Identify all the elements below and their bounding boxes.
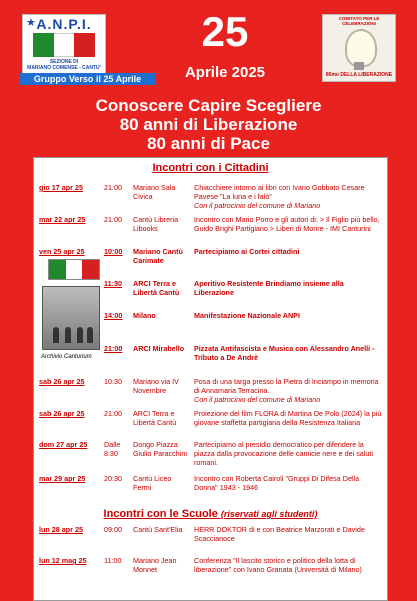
- anpi-logo: [22, 14, 106, 74]
- committee-top-text: COMITATO PER LE CELEBRAZIONI: [338, 16, 380, 26]
- photo-caption: Archivio Canturium: [41, 354, 92, 360]
- event-date: lun 12 mag 25: [39, 556, 87, 565]
- event-description-text: Chiacchiere intorno ai libri con Ivano Gobbato Cesare Pavese "La luna e i falò": [194, 183, 365, 201]
- headline-line-2: 80 anni di Liberazione: [119, 115, 298, 134]
- event-day: 25: [201, 8, 249, 55]
- event-time: 11:00: [104, 556, 122, 565]
- event-time: 14:00: [104, 311, 123, 320]
- event-note: Con il patrocinio del comune di Mariano: [194, 395, 321, 404]
- event-description: Conferenza "Il lascito storico e politico della lotta di liberazione" con Ivano Granata (Università di Milano): [194, 556, 362, 574]
- event-place: ARCI Mirabello: [133, 344, 185, 353]
- event-place: Milano: [133, 311, 156, 320]
- event-description: Incontro con Roberta Cairoli "Gruppi Di Difesa Della Donna" 1943 - 1946: [194, 474, 360, 492]
- event-place: Mariano via IV Novembre: [133, 377, 179, 395]
- event-date: mar 22 apr 25: [39, 215, 86, 224]
- star-icon: ★: [26, 17, 36, 29]
- event-description: Pizzata Antifascista e Musica con Alessandro Anelli - Tributo a De Andrè: [194, 344, 375, 362]
- event-description: Manifestazione Nazionale ANPI: [194, 311, 300, 320]
- event-time: 10:00: [104, 247, 123, 256]
- event-date: gio 17 apr 25: [39, 183, 83, 192]
- headline-line-3: 80 anni di Pace: [147, 134, 270, 153]
- event-description: Partecipiamo al presidio democratico per difendere la piazza dalla provocazione delle camicie nere e dei saluti romani.: [194, 440, 373, 467]
- event-date: sab 26 apr 25: [39, 409, 85, 418]
- event-date: sab 26 apr 25: [39, 377, 85, 386]
- event-note: Con il patrocinio del comune di Mariano: [194, 201, 321, 210]
- event-date: lun 28 apr 25: [39, 525, 83, 534]
- logo-flag: [33, 33, 95, 57]
- event-description: [194, 183, 382, 210]
- event-description: Proiezione del film FLORA di Martina De Polo (2024) la più giovane staffetta partigiana della Resistenza Italiana: [194, 409, 382, 427]
- event-time: 10:30: [104, 377, 122, 386]
- event-place: ARCI Terra e Libertà Cantù: [133, 409, 177, 427]
- event-time: 20:30: [104, 474, 122, 483]
- event-place: Dongo Piazza Giulio Paracchini: [133, 440, 187, 458]
- event-time: 09:00: [104, 525, 122, 534]
- logo-title: A.N.P.I.: [36, 16, 92, 32]
- event-description: [194, 377, 382, 404]
- italian-flag: [48, 259, 100, 280]
- event-place: Mariano Jean Monnet: [133, 556, 177, 574]
- event-time: 21:00: [104, 409, 122, 418]
- event-time: 21:00: [104, 183, 122, 192]
- event-description: HERR DOKTOR di e con Beatrice Marzorati e Davide Scaccianoce: [194, 525, 365, 543]
- event-time: Dalle 8:30: [104, 440, 121, 458]
- celebration-committee-logo: [322, 14, 396, 82]
- logo-subtitle-1: SEZIONE DI: [49, 59, 79, 65]
- section-title-citizens: Incontri con i Cittadini: [152, 162, 269, 174]
- lightbulb-base: [354, 62, 364, 70]
- event-place: Mariano Sala Civica: [133, 183, 176, 201]
- event-date: dom 27 apr 25: [39, 440, 88, 449]
- event-time: 21:00: [104, 215, 122, 224]
- program-panel: [33, 157, 388, 601]
- committee-bottom-text: 80mo DELLA LIBERAZIONE: [325, 72, 393, 78]
- headline-line-1: Conoscere Capire Scegliere: [95, 96, 322, 115]
- section-schools-note: (riservati agli studenti): [220, 509, 318, 519]
- event-description: Partecipiamo ai Cortei cittadini: [194, 247, 300, 256]
- group-label: Gruppo Verso il 25 Aprile: [20, 73, 155, 85]
- event-place: Cantù Libreria Libooks: [133, 215, 179, 233]
- headline: [0, 96, 417, 153]
- event-description-text: Posa di una targa presso la Pietra di Inciampo in memoria di Annamaria Terracina.: [194, 377, 379, 395]
- event-place: Cantù Sant'Elia: [133, 525, 183, 534]
- logo-subtitle-2: MARIANO COMENSE - CANTU': [27, 65, 101, 71]
- event-place: ARCI Terra e Libertà Cantù: [133, 279, 180, 297]
- event-date: mar 29 apr 25: [39, 474, 86, 483]
- event-date: ven 25 apr 25: [39, 247, 85, 256]
- event-description: Incontro con Mario Porro e gli autori di: > Il Figlio più bello, Guido Brighi Partigiano > Liberi di Morire - IMI Canturini: [194, 215, 380, 233]
- event-place: Mariano Cantù Carimate: [133, 247, 183, 265]
- section-title-schools: [34, 508, 387, 520]
- historical-photo: [41, 286, 100, 360]
- event-time: 11:30: [104, 279, 122, 288]
- event-description: Aperitivo Resistente Brindiamo insieme alla Liberazione: [194, 279, 344, 297]
- event-place: Cantù Liceo Fermi: [133, 474, 172, 492]
- section-schools-label: Incontri con le Scuole: [103, 508, 218, 520]
- event-month-year: Aprile 2025: [184, 64, 266, 81]
- event-time: 21:00: [104, 344, 123, 353]
